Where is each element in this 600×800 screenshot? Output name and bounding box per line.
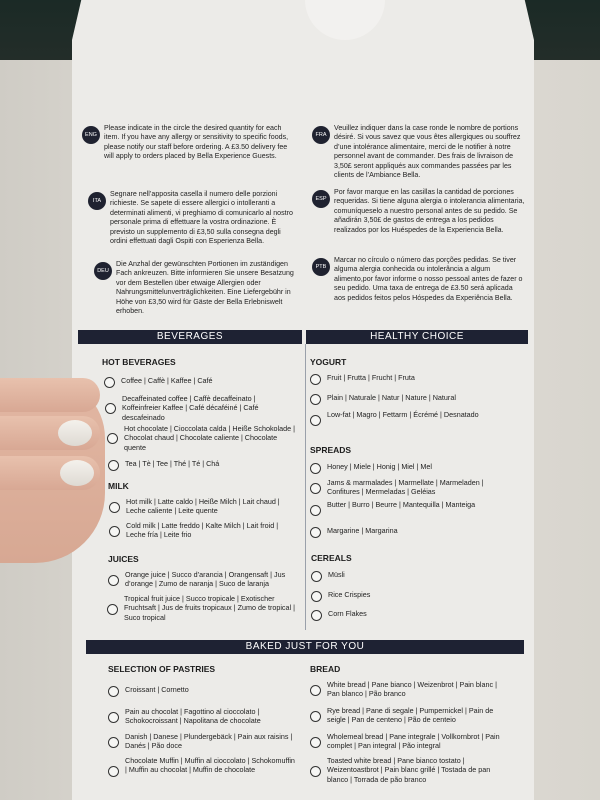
section-hot-beverages: HOT BEVERAGES xyxy=(102,357,176,367)
section-spreads: SPREADS xyxy=(310,445,352,455)
intro-deu xyxy=(97,260,300,316)
item-label: Corn Flakes xyxy=(328,609,367,618)
intro-ita xyxy=(92,190,300,246)
lang-badge-ita: ITA xyxy=(88,192,106,210)
item-decaf[interactable] xyxy=(122,394,296,422)
hand-photo xyxy=(0,378,105,563)
item-label: Wholemeal bread | Pane integrale | Vollkornbrot | Pain complet | Pan integral | Pão integral xyxy=(327,732,500,751)
section-cereals: CEREALS xyxy=(311,553,352,563)
item-label: Coffee | Caffè | Kaffee | Café xyxy=(121,376,213,385)
item-label: Hot chocolate | Cioccolata calda | Heiße Schokolade | Chocolat chaud | Chocolate caliente | Chocolate quente xyxy=(124,424,296,452)
section-bread: BREAD xyxy=(310,664,341,674)
item-pain-au-chocolat[interactable] xyxy=(125,707,295,726)
item-tropical-juice[interactable] xyxy=(124,594,302,622)
column-divider xyxy=(305,344,306,630)
item-rye-bread[interactable] xyxy=(327,706,507,725)
item-label: Toasted white bread | Pane bianco tostato | Weizentoastbrot | Pain blanc grillé | Tostada de pan blanco | Torrada de pão branco xyxy=(327,756,491,784)
section-yogurt: YOGURT xyxy=(310,357,347,367)
item-jams[interactable] xyxy=(327,478,517,497)
item-label: Decaffeinated coffee | Caffè decaffeinato | Koffeinfreier Kaffee | Café décaféiné | Café descafeinado xyxy=(122,394,259,422)
item-white-bread[interactable] xyxy=(327,680,507,699)
item-label: Croissant | Cornetto xyxy=(125,685,189,694)
item-label: Hot milk | Latte caldo | Heiße Milch | Lait chaud | Leche caliente | Leite quente xyxy=(126,497,280,516)
quantity-circle[interactable] xyxy=(310,463,321,474)
quantity-circle[interactable] xyxy=(310,483,321,494)
quantity-circle[interactable] xyxy=(311,571,322,582)
fingernail xyxy=(60,460,94,486)
item-croissant[interactable] xyxy=(125,685,295,694)
item-toasted-bread[interactable] xyxy=(327,756,507,784)
lang-badge-eng: ENG xyxy=(82,126,100,144)
item-chocolate-muffin[interactable] xyxy=(125,756,295,775)
item-label: Orange juice | Succo d’arancia | Orangensaft | Jus d’orange | Zumo de naranja | Suco de laranja xyxy=(125,570,286,589)
item-label: Margarine | Margarina xyxy=(327,526,398,535)
intro-esp-text: Por favor marque en las casillas la cantidad de porciones requeridas. Si tiene alguna alergia o intolerancia alimentaria, comuníqueselo a nuestro personal antes de su pedido. Se añadirán 3,50£ de gastos de entrega a los pedidos realizados por los Huéspedes de la Experiencia Bella. xyxy=(334,188,525,234)
item-honey[interactable] xyxy=(327,462,517,471)
quantity-circle[interactable] xyxy=(310,737,321,748)
item-butter[interactable] xyxy=(327,500,497,509)
quantity-circle[interactable] xyxy=(310,505,321,516)
item-label: Chocolate Muffin | Muffin al cioccolato | Schokomuffin | Muffin au chocolat | Muffin de chocolate xyxy=(125,756,295,775)
intro-fra-text: Veuillez indiquer dans la case ronde le nombre de portions désiré. Si vous savez que vous êtes allergiques ou souffrez d’une intolérance alimentaire, merci de le notifier à notre personnel avant de commander. Des frais de livraison de 3,50£ seront appliqués aux commandes passées par les clients de l’Ambiance Bella. xyxy=(334,124,521,180)
quantity-circle[interactable] xyxy=(311,610,322,621)
item-yogurt-lowfat[interactable] xyxy=(327,410,497,419)
quantity-circle[interactable] xyxy=(310,374,321,385)
quantity-circle[interactable] xyxy=(310,415,321,426)
quantity-circle[interactable] xyxy=(108,575,119,586)
item-label: Honey | Miele | Honig | Miel | Mel xyxy=(327,462,432,471)
lang-badge-esp: ESP xyxy=(312,190,330,208)
quantity-circle[interactable] xyxy=(310,394,321,405)
item-label: Tropical fruit juice | Succo tropicale | Exotischer Fruchtsaft | Jus de fruits tropicaux | Zumo de tropical | Suco tropical xyxy=(124,594,295,622)
quantity-circle[interactable] xyxy=(108,460,119,471)
quantity-circle[interactable] xyxy=(105,403,116,414)
quantity-circle[interactable] xyxy=(107,433,118,444)
item-label: Tea | Tè | Tee | Thé | Té | Chá xyxy=(125,459,220,468)
intro-ita-text: Segnare nell’apposita casella il numero delle porzioni richieste. Se sapete di essere allergici o intolleranti a determinati alimenti, vi preghiamo di comunicarlo al nostro personale prima di effettuare la vostra ordinazione. È previsto un supplemento di £3,50 sulla consegna degli ordini effettuati dagli Ospiti con Esperienza Bella. xyxy=(110,190,293,246)
quantity-circle[interactable] xyxy=(108,686,119,697)
item-coffee[interactable] xyxy=(121,376,296,385)
quantity-circle[interactable] xyxy=(108,712,119,723)
item-label: Pain au chocolat | Fagottino al cioccolato | Schokocroissant | Napolitana de chocolate xyxy=(125,707,261,726)
item-tea[interactable] xyxy=(125,459,297,468)
item-label: Danish | Danese | Plundergebäck | Pain aux raisins | Danés | Pão doce xyxy=(125,732,293,751)
item-danish[interactable] xyxy=(125,732,295,751)
intro-fra xyxy=(315,124,526,180)
item-hot-milk[interactable] xyxy=(126,497,298,516)
quantity-circle[interactable] xyxy=(104,377,115,388)
intro-eng-text: Please indicate in the circle the desired quantity for each item. If you have any allergy or sensitivity to specific foods, please notify our staff before ordering. A £3.50 delivery fee will apply to orders placed by Bella Experience Guests. xyxy=(104,124,289,161)
item-yogurt-fruit[interactable] xyxy=(327,373,517,382)
lang-badge-deu: DEU xyxy=(94,262,112,280)
section-pastries: SELECTION OF PASTRIES xyxy=(108,664,216,674)
item-yogurt-plain[interactable] xyxy=(327,393,517,402)
intro-ptb xyxy=(315,256,526,303)
section-milk: MILK xyxy=(108,481,129,491)
item-cold-milk[interactable] xyxy=(126,521,298,540)
quantity-circle[interactable] xyxy=(109,502,120,513)
lang-badge-ptb: PTB xyxy=(312,258,330,276)
band-healthy-choice: HEALTHY CHOICE xyxy=(306,330,528,344)
quantity-circle[interactable] xyxy=(107,604,118,615)
intro-deu-text: Die Anzhal der gewünschten Portionen im zuständigen Fach ankreuzen. Bitte informieren Sie unsere Besatzung vor dem Bestellen über etwaige Allergien oder Nahrungsmittelunverträglichkeiten. Eine Liefergebühr in Höhe von £3,50 wird für Gäste der Bella Erlebniswelt erhoben. xyxy=(116,260,294,316)
quantity-circle[interactable] xyxy=(310,766,321,777)
quantity-circle[interactable] xyxy=(311,591,322,602)
item-orange-juice[interactable] xyxy=(125,570,301,589)
quantity-circle[interactable] xyxy=(310,711,321,722)
quantity-circle[interactable] xyxy=(109,526,120,537)
item-label: White bread | Pane bianco | Weizenbrot | Pain blanc | Pan blanco | Pão branco xyxy=(327,680,497,699)
finger xyxy=(0,378,100,412)
intro-eng xyxy=(85,124,298,162)
band-baked: BAKED JUST FOR YOU xyxy=(86,640,524,654)
door-hanger-hole xyxy=(305,0,385,40)
item-label: Butter | Burro | Beurre | Mantequilla | Manteiga xyxy=(327,500,476,509)
item-musli[interactable] xyxy=(328,570,508,579)
item-margarine[interactable] xyxy=(327,526,517,535)
section-juices: JUICES xyxy=(108,554,139,564)
item-hot-chocolate[interactable] xyxy=(124,424,298,452)
item-wholemeal-bread[interactable] xyxy=(327,732,507,751)
quantity-circle[interactable] xyxy=(108,766,119,777)
item-corn-flakes[interactable] xyxy=(328,609,508,618)
intro-esp xyxy=(315,188,526,235)
fingernail xyxy=(58,420,92,446)
intro-ptb-text: Marcar no círculo o número das porções pedidas. Se tiver alguma alergia conhecida ou intolerância a algum alimento,por favor informe o nosso pessoal antes de fazer o seu pedido. Uma taxa de entrega de £3.50 será aplicada aos pedidos feitos pelos Hóspedes da Experiência Bella. xyxy=(334,256,523,302)
item-label: Low-fat | Magro | Fettarm | Écrémé | Desnatado xyxy=(327,410,479,419)
item-label: Plain | Naturale | Natur | Nature | Natural xyxy=(327,393,456,402)
item-label: Jams & marmalades | Marmellate | Marmeladen | Confitures | Mermeladas | Geléias xyxy=(327,478,484,497)
item-label: Rice Crispies xyxy=(328,590,371,599)
band-beverages: BEVERAGES xyxy=(78,330,302,344)
quantity-circle[interactable] xyxy=(310,685,321,696)
quantity-circle[interactable] xyxy=(108,737,119,748)
lang-badge-fra: FRA xyxy=(312,126,330,144)
item-rice-crispies[interactable] xyxy=(328,590,508,599)
item-label: Fruit | Frutta | Frucht | Fruta xyxy=(327,373,415,382)
item-label: Müsli xyxy=(328,570,345,579)
quantity-circle[interactable] xyxy=(310,527,321,538)
item-label: Rye bread | Pane di segale | Pumpernickel | Pain de seigle | Pan de centeno | Pão de centeio xyxy=(327,706,494,725)
item-label: Cold milk | Latte freddo | Kalte Milch | Lait froid | Leche fría | Leite frio xyxy=(126,521,279,540)
